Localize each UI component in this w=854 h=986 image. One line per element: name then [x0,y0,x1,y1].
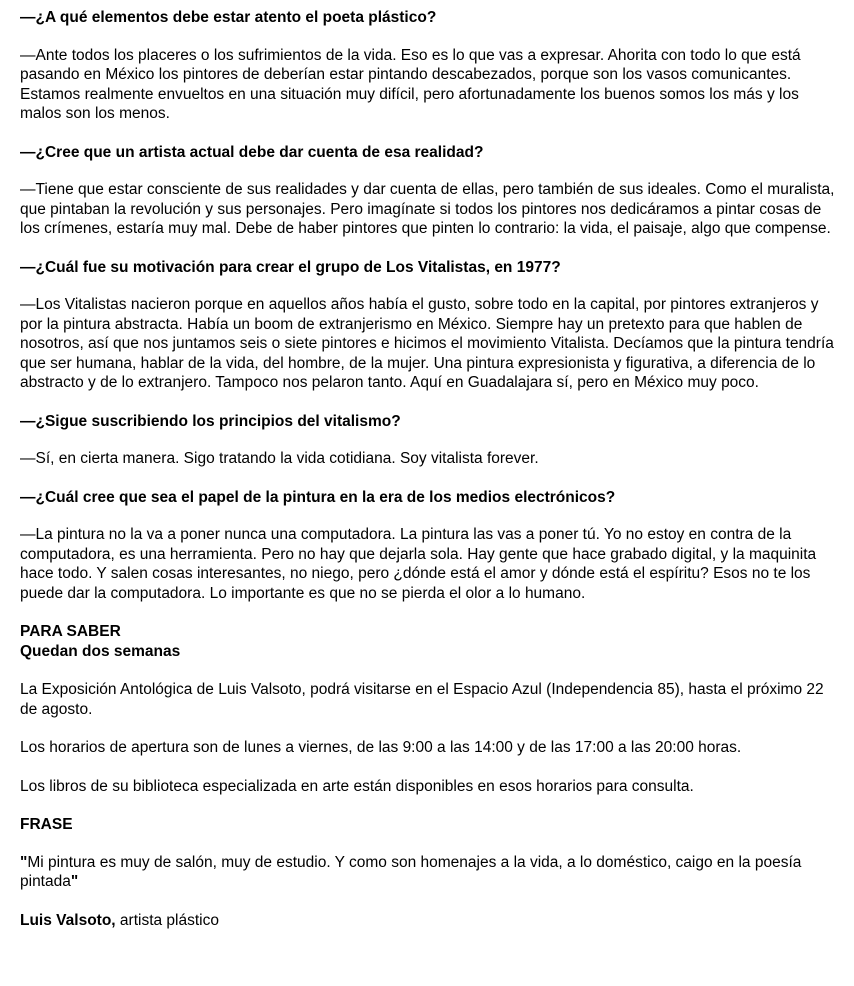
interview-question: —¿Cuál cree que sea el papel de la pintura en la era de los medios electrónicos? [20,488,616,506]
interview-question: —¿Cuál fue su motivación para crear el grupo de Los Vitalistas, en 1977? [20,258,561,276]
para-saber-subheading: Quedan dos semanas [20,642,181,660]
interview-question: —¿Sigue suscribiendo los principios del vitalismo? [20,412,401,430]
para-saber-paragraph: La Exposición Antológica de Luis Valsoto, podrá visitarse en el Espacio Azul (Independencia 85), hasta el próximo 22 de agosto. [20,681,824,718]
interview-section [20,8,840,603]
interview-question: —¿A qué elementos debe estar atento el poeta plástico? [20,9,437,26]
interview-answer: —Sí, en cierta manera. Sigo tratando la vida cotidiana. Soy vitalista forever. [20,450,539,467]
quote-close-mark: " [70,873,79,890]
interview-answer: —Tiene que estar consciente de sus realidades y dar cuenta de ellas, pero también de sus ideales. Como el muralista, que pintaban la revolución y sus personajes. Pero imagínate si todos los pintores nos dedicáramos a pintar cosas de los crímenes, estaría muy mal. Debe de haber pintores que pinten lo contrario: la vida, el paisaje, algo que compense. [20,181,835,237]
frase-quote [20,853,840,892]
quote-open-mark: " [20,853,28,871]
interview-answer: —La pintura no la va a poner nunca una computadora. La pintura las vas a poner tú. Yo no estoy en contra de la computadora, es una herramienta. Pero no hay que dejarla sola. Hay gente que hace grabado digital, y la maquinita hace todo. Y salen cosas interesantes, no niego, pero ¿dónde está el amor y dónde está el espíritu? Esos no te los puede dar la computadora. Lo importante es que no se pierda el olor a lo humano. [20,526,817,602]
quote-attribution [20,911,840,931]
para-saber-section [20,622,840,796]
quote-text: Mi pintura es muy de salón, muy de estudio. Y como son homenajes a la vida, a lo doméstico, caigo en la poesía pintada [20,853,802,890]
author-name: Luis Valsoto, [20,911,116,929]
interview-answer: —Los Vitalistas nacieron porque en aquellos años había el gusto, sobre todo en la capital, por pintores extranjeros y por la pintura abstracta. Había un boom de extranjerismo en México. Siempre hay un pretexto para que hablen de nosotros, así que nos juntamos seis o siete pintores e hicimos el movimiento Vitalista. Decíamos que la pintura tendría que ser humana, hablar de la vida, del hombre, de la mujer. Una pintura expresionista y figurativa, a diferencia de lo abstracto y de lo extranjero. Tampoco nos pelaron tanto. Aquí en Guadalajara sí, pero en México muy poco. [20,296,834,391]
frase-heading: FRASE [20,816,73,833]
para-saber-paragraph: Los libros de su biblioteca especializada en arte están disponibles en esos horarios para consulta. [20,777,694,795]
para-saber-heading: PARA SABER [20,623,121,640]
frase-section [20,815,840,930]
para-saber-paragraph: Los horarios de apertura son de lunes a viernes, de las 9:00 a las 14:00 y de las 17:00 a las 20:00 horas. [20,739,742,756]
author-role: artista plástico [115,911,219,929]
interview-answer: —Ante todos los placeres o los sufrimientos de la vida. Eso es lo que vas a expresar. Ahorita con todo lo que está pasando en México los pintores de deberían estar pintando descabezados, porque son los vasos comunicantes. Estamos realmente envueltos en una situación muy difícil, pero afortunadamente los buenos somos los más y los malos son los menos. [20,46,801,122]
interview-question: —¿Cree que un artista actual debe dar cuenta de esa realidad? [20,143,484,161]
